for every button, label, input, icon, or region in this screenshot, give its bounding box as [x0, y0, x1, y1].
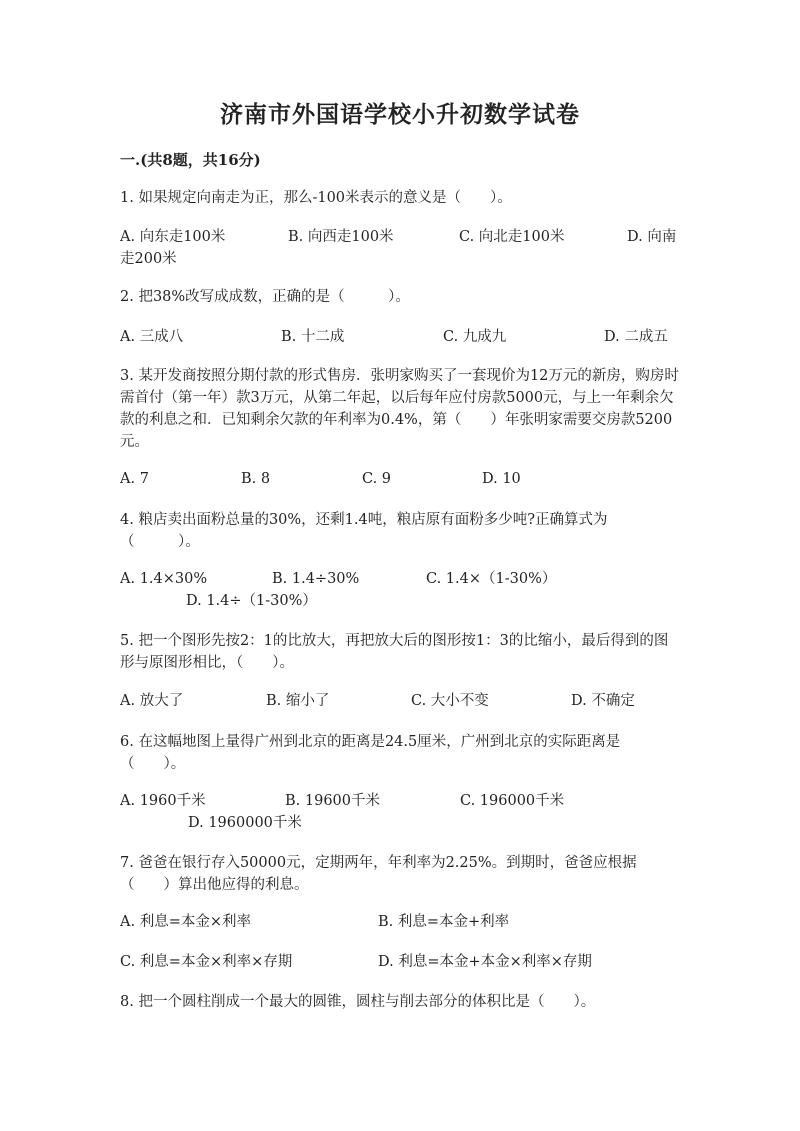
question-6-option-d: D. 1960000千米 — [188, 815, 302, 831]
question-7-option-b: B. 利息=本金+利率 — [378, 914, 510, 930]
question-4-stem: 4. 粮店卖出面粉总量的30%，还剩1.4吨，粮店原有面粉多少吨?正确算式为（ ）。 — [120, 512, 608, 550]
question-4-option-b: B. 1.4÷30% — [272, 571, 360, 587]
question-5-option-c: C. 大小不变 — [411, 693, 489, 709]
question-7-stem: 7. 爸爸在银行存入50000元，定期两年，年利率为2.25%。到期时，爸爸应根据（ ）算出他应得的利息。 — [120, 855, 637, 893]
question-1-options — [120, 226, 680, 272]
question-6-option-c: C. 196000千米 — [460, 793, 565, 809]
question-3-option-c: C. 9 — [362, 471, 392, 487]
question-3-stem: 3. 某开发商按照分期付款的形式售房．张明家购买了一套现价为12万元的新房，购房时需首付（第一年）款3万元，从第二年起，以后每年应付房款5000元，与上一年剩余欠款的利息之和．已知剩余欠款的年利率为0.4%，第（ ）年张明家需要交房款5200元。 — [120, 368, 679, 450]
question-6-stem: 6. 在这幅地图上量得广州到北京的距离是24.5厘米，广州到北京的实际距离是（ ）。 — [120, 734, 621, 772]
question-5-option-d: D. 不确定 — [571, 693, 635, 709]
question-1-option-d-wrap: 走200米 — [120, 251, 177, 267]
question-2-option-a: A. 三成八 — [120, 329, 184, 345]
section-heading: 一.(共8题，共16分) — [120, 151, 261, 169]
question-3-option-d: D. 10 — [482, 471, 521, 487]
question-1-option-d: D. 向南 — [627, 229, 677, 245]
question-6-option-b: B. 19600千米 — [285, 793, 381, 809]
question-4-option-d: D. 1.4÷（1-30%） — [186, 593, 317, 609]
question-6-options — [120, 790, 680, 836]
question-5-option-b: B. 缩小了 — [266, 693, 330, 709]
question-2-option-b: B. 十二成 — [281, 329, 345, 345]
question-2-option-d: D. 二成五 — [604, 329, 668, 345]
question-5-option-a: A. 放大了 — [120, 693, 184, 709]
question-5-stem: 5. 把一个图形先按2：1的比放大，再把放大后的图形按1：3的比缩小，最后得到的图形与原图形相比，（ ）。 — [120, 633, 669, 671]
question-7-option-d: D. 利息=本金+本金×利率×存期 — [378, 954, 592, 970]
question-3-options — [120, 468, 680, 514]
question-4-option-a: A. 1.4×30% — [120, 571, 208, 587]
question-2-stem: 2. 把38%改写成成数，正确的是（ ）。 — [120, 289, 410, 305]
question-7-option-c: C. 利息=本金×利率×存期 — [120, 954, 293, 970]
question-4-option-c: C. 1.4×（1-30%） — [426, 571, 557, 587]
question-1-option-a: A. 向东走100米 — [120, 229, 226, 245]
question-1-option-c: C. 向北走100米 — [459, 229, 565, 245]
question-1-option-b: B. 向西走100米 — [288, 229, 394, 245]
question-5-options — [120, 690, 680, 736]
question-8-stem: 8. 把一个圆柱削成一个最大的圆锥，圆柱与削去部分的体积比是（ ）。 — [120, 994, 596, 1010]
question-1-stem: 1. 如果规定向南走为正，那么-100米表示的意义是（ ）。 — [120, 190, 512, 206]
question-7-option-a: A. 利息=本金×利率 — [120, 914, 251, 930]
question-6-option-a: A. 1960千米 — [120, 793, 206, 809]
question-2-option-c: C. 九成九 — [443, 329, 507, 345]
question-4-options — [120, 568, 680, 614]
question-3-option-a: A. 7 — [120, 471, 149, 487]
question-3-option-b: B. 8 — [241, 471, 271, 487]
exam-title: 济南市外国语学校小升初数学试卷 — [220, 101, 580, 128]
